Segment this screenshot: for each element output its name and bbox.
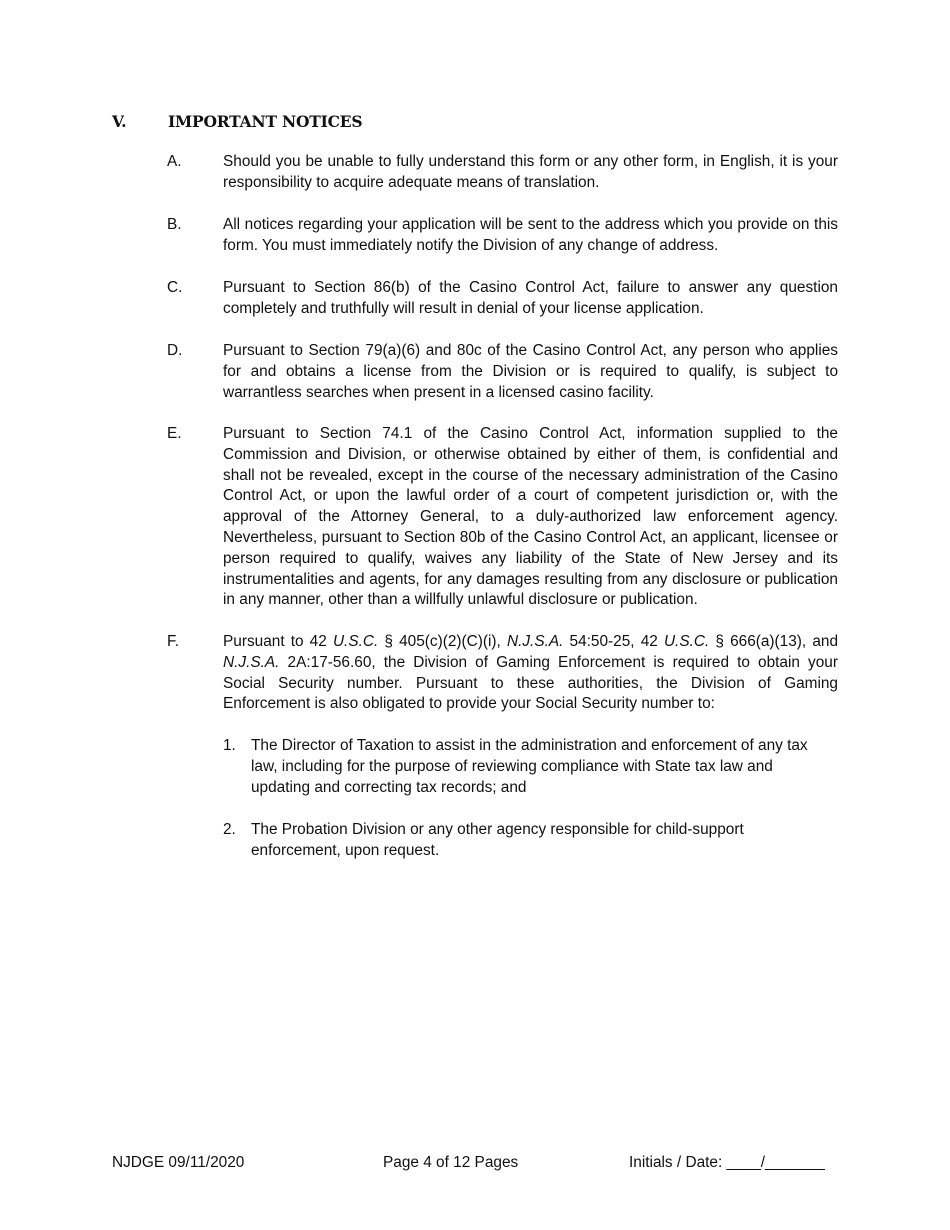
subitem-number: 2. [223,821,236,838]
notice-item-d [167,341,839,403]
footer-page-number: Page 4 of 12 Pages [383,1154,519,1171]
notice-text: All notices regarding your application will be sent to the address which you provide on this form. You must immediately notify the Division of any change of address. [223,216,838,254]
notice-item-c [167,278,839,320]
notice-letter: B. [167,216,182,233]
citation-njsa: N.J.S.A. [506,633,564,650]
citation-njsa: N.J.S.A. [223,653,280,671]
notice-letter: D. [167,342,183,359]
citation-usc: U.S.C. [332,633,379,650]
notice-item-f [167,632,839,715]
subitem-2 [223,820,833,862]
notice-item-b [167,215,839,257]
notice-item-e [167,424,839,611]
notice-letter: A. [167,153,182,170]
footer-form-id: NJDGE 09/11/2020 [112,1154,245,1171]
citation-usc: U.S.C. [663,633,710,650]
notice-letter: F. [167,633,179,650]
notice-item-a [167,152,839,194]
notice-text: Pursuant to Section 79(a)(6) and 80c of the Casino Control Act, any person who applies for and obtains a license from the Division or is required to qualify, is subject to warrantless searches when present in a licensed casino facility. [223,342,838,401]
section-heading [112,112,362,133]
section-number: V. [112,112,127,131]
subitem-number: 1. [223,737,236,754]
notice-text: Pursuant to 42 U.S.C. § 405(c)(2)(C)(i), N.J.S.A. 54:50-25, 42 U.S.C. § 666(a)(13), and N.J.S.A. 2A:17-56.60, the Division of Gaming Enforcement is required to obtain your Social Security number. Pursuant to these authorities, the Division of Gaming Enforcement is also obligated to provide your Social Security number to: [223,633,839,713]
subitem-text: The Director of Taxation to assist in the administration and enforcement of any tax law, including for the purpose of reviewing compliance with State tax law and updating and correcting tax records; and [251,737,808,796]
notice-text: Should you be unable to fully understand this form or any other form, in English, it is your responsibility to acquire adequate means of translation. [223,153,838,191]
section-title: IMPORTANT NOTICES [168,112,363,131]
notice-letter: C. [167,279,183,296]
subitem-text: The Probation Division or any other agency responsible for child-support enforcement, upon request. [251,821,744,859]
subitem-1 [223,736,833,798]
notice-text: Pursuant to Section 74.1 of the Casino Control Act, information supplied to the Commission and Division, or otherwise obtained by either of them, is confidential and shall not be revealed, except in the course of the necessary administration of the Casino Control Act, or upon the lawful order of a court of competent jurisdiction or, with the approval of the Attorney General, to a duly-authorized law enforcement agency. Nevertheless, pursuant to Section 80b of the Casino Control Act, an applicant, licensee or person required to qualify, waives any liability of the State of New Jersey and its instrumentalities and agents, for any damages resulting from any disclosure or publication in any manner, other than a willfully unlawful disclosure or publication. [223,425,838,609]
footer-initials-date: Initials / Date: ____/_______ [629,1154,825,1171]
notice-text: Pursuant to Section 86(b) of the Casino Control Act, failure to answer any question completely and truthfully will result in denial of your license application. [223,279,838,317]
notice-letter: E. [167,425,182,442]
